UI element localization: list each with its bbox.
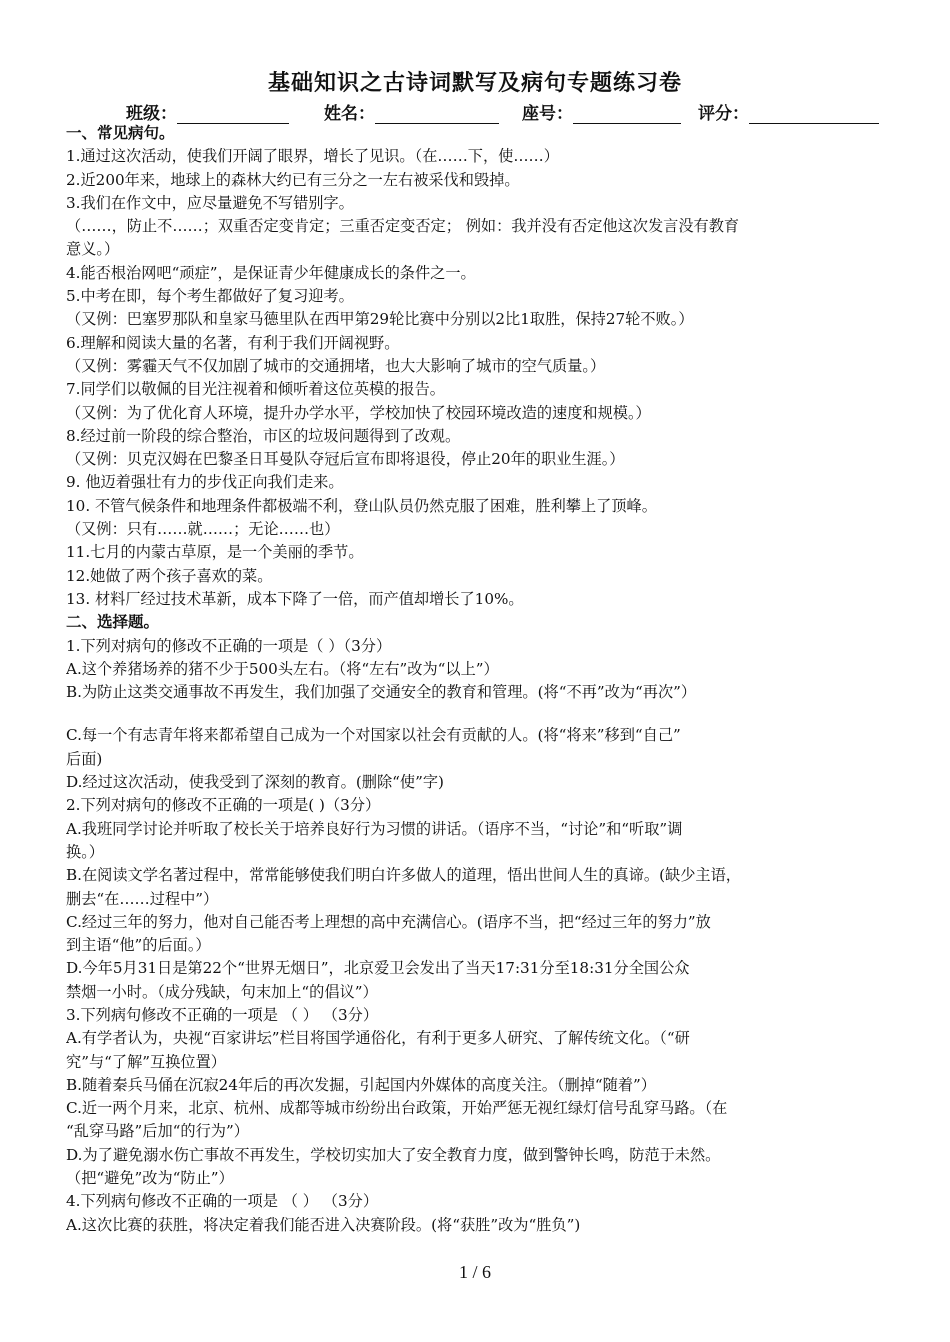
text-line: 换。） <box>66 842 104 861</box>
text-line: 6.理解和阅读大量的名著，有利于我们开阔视野。 <box>66 333 400 352</box>
text-line: 13. 材料厂经过技术革新，成本下降了一倍，而产值却增长了10%。 <box>66 589 524 608</box>
text-line: A.我班同学讨论并听取了校长关于培养良好行为习惯的讲话。（语序不当，“讨论”和“听取”调 <box>66 819 683 838</box>
text-line: （又例：只有……就……；无论……也） <box>66 520 340 539</box>
seat-label: 座号： <box>522 104 573 124</box>
text-line: D.经过这次活动，使我受到了深刻的教育。(删除“使”字) <box>66 773 444 792</box>
text-line: B.在阅读文学名著过程中，常常能够使我们明白许多做人的道理，悟出世间人生的真谛。(缺少主语， <box>66 866 741 885</box>
text-line: C.近一两个月来，北京、杭州、成都等城市纷纷出台政策，开始严惩无视红绿灯信号乱穿马路。（在 <box>66 1099 728 1118</box>
text-line: （又例：贝克汉姆在巴黎圣日耳曼队夺冠后宣布即将退役，停止20年的职业生涯。） <box>66 450 625 469</box>
text-line: 8.经过前一阶段的综合整治，市区的垃圾问题得到了改观。 <box>66 426 461 445</box>
text-line: 12.她做了两个孩子喜欢的菜。 <box>66 566 273 585</box>
text-line: 删去“在……过程中”） <box>66 889 219 908</box>
text-line: （……，防止不……；双重否定变肯定；三重否定变否定； 例如：我并没有否定他这次发言没有教育 <box>66 217 740 236</box>
section-heading: 一、常见病句。 <box>66 124 175 142</box>
text-line: A.这个养猪场养的猪不少于500头左右。（将“左右”改为“以上”） <box>66 659 499 678</box>
text-line: 1.下列对病句的修改不正确的一项是（ ）（3分） <box>66 636 392 655</box>
text-line: 禁烟一小时。（成分残缺，句末加上“的倡议”） <box>66 982 378 1001</box>
text-line: 意义。） <box>66 240 120 259</box>
text-line: 7.同学们以敬佩的目光注视着和倾听着这位英模的报告。 <box>66 380 445 399</box>
text-line: 11.七月的内蒙古草原，是一个美丽的季节。 <box>66 543 364 562</box>
section-heading: 二、选择题。 <box>66 613 160 632</box>
text-line: 4.下列病句修改不正确的一项是 （ ） （3分） <box>66 1192 379 1211</box>
score-label: 评分： <box>698 104 749 124</box>
text-line: 2.下列对病句的修改不正确的一项是( )（3分） <box>66 796 381 815</box>
student-info-bar <box>126 99 890 123</box>
text-line: D.为了避免溺水伤亡事故不再发生，学校切实加大了安全教育力度，做到警钟长鸣，防范于未然。 <box>66 1145 721 1164</box>
text-line: C.经过三年的努力，他对自己能否考上理想的高中充满信心。(语序不当，把“经过三年的努力”放 <box>66 912 711 931</box>
text-line: B.为防止这类交通事故不再发生，我们加强了交通安全的教育和管理。(将“不再”改为“再次”） <box>66 683 697 702</box>
name-label: 姓名： <box>324 104 375 124</box>
text-line: （又例：为了优化育人环境，提升办学水平，学校加快了校园环境改造的速度和规模。） <box>66 403 651 422</box>
text-line: 3.我们在作文中，应尽量避免不写错别字。 <box>66 193 354 212</box>
class-field <box>126 99 289 124</box>
text-line: 到主语“他”的后面。） <box>66 936 211 955</box>
text-line: “乱穿马路”后加“的行为”） <box>66 1122 249 1141</box>
text-line: 4.能否根治网吧“顽症”，是保证青少年健康成长的条件之一。 <box>66 263 476 282</box>
text-line: 10. 不管气候条件和地理条件都极端不利，登山队员仍然克服了困难，胜利攀上了顶峰。 <box>66 496 657 515</box>
seat-field <box>522 99 681 124</box>
score-field <box>698 99 879 124</box>
text-line: A.有学者认为，央视“百家讲坛”栏目将国学通俗化，有利于更多人研究、了解传统文化。（“研 <box>66 1029 690 1048</box>
page-indicator: 1 / 6 <box>458 1262 491 1282</box>
text-line: B.随着秦兵马俑在沉寂24年后的再次发掘，引起国内外媒体的高度关注。（删掉“随着”） <box>66 1075 656 1094</box>
text-line: C.每一个有志青年将来都希望自己成为一个对国家以社会有贡献的人。(将“将来”移到“自己” <box>66 726 681 745</box>
exercise-content <box>66 122 894 1237</box>
text-line: 究”与“了解”互换位置） <box>66 1052 226 1071</box>
text-line: 2.近200年来，地球上的森林大约已有三分之一左右被采伐和毁掉。 <box>66 170 520 189</box>
class-label: 班级： <box>126 104 177 124</box>
text-line: （又例：雾霾天气不仅加剧了城市的交通拥堵，也大大影响了城市的空气质量。） <box>66 356 606 375</box>
text-line: 5.中考在即，每个考生都做好了复习迎考。 <box>66 287 354 306</box>
text-line: 3.下列病句修改不正确的一项是 （ ） （3分） <box>66 1005 379 1024</box>
text-line: D.今年5月31日是第22个“世界无烟日”，北京爱卫会发出了当天17:31分至18:31分全国公众 <box>66 959 690 978</box>
text-line: 后面) <box>66 749 103 768</box>
text-line: （又例：巴塞罗那队和皇家马德里队在西甲第29轮比赛中分别以2比1取胜，保持27轮不败。） <box>66 310 694 329</box>
text-line: 1.通过这次活动，使我们开阔了眼界，增长了见识。（在……下，使……） <box>66 147 559 166</box>
page-title: 基础知识之古诗词默写及病句专题练习卷 <box>267 70 682 96</box>
text-line <box>66 704 894 724</box>
text-line: A.这次比赛的获胜，将决定着我们能否进入决赛阶段。(将“获胜”改为“胜负”) <box>66 1215 581 1234</box>
text-line: 9. 他迈着强壮有力的步伐正向我们走来。 <box>66 473 344 492</box>
text-line: （把“避免”改为“防止”） <box>66 1169 234 1188</box>
name-field <box>324 99 499 124</box>
